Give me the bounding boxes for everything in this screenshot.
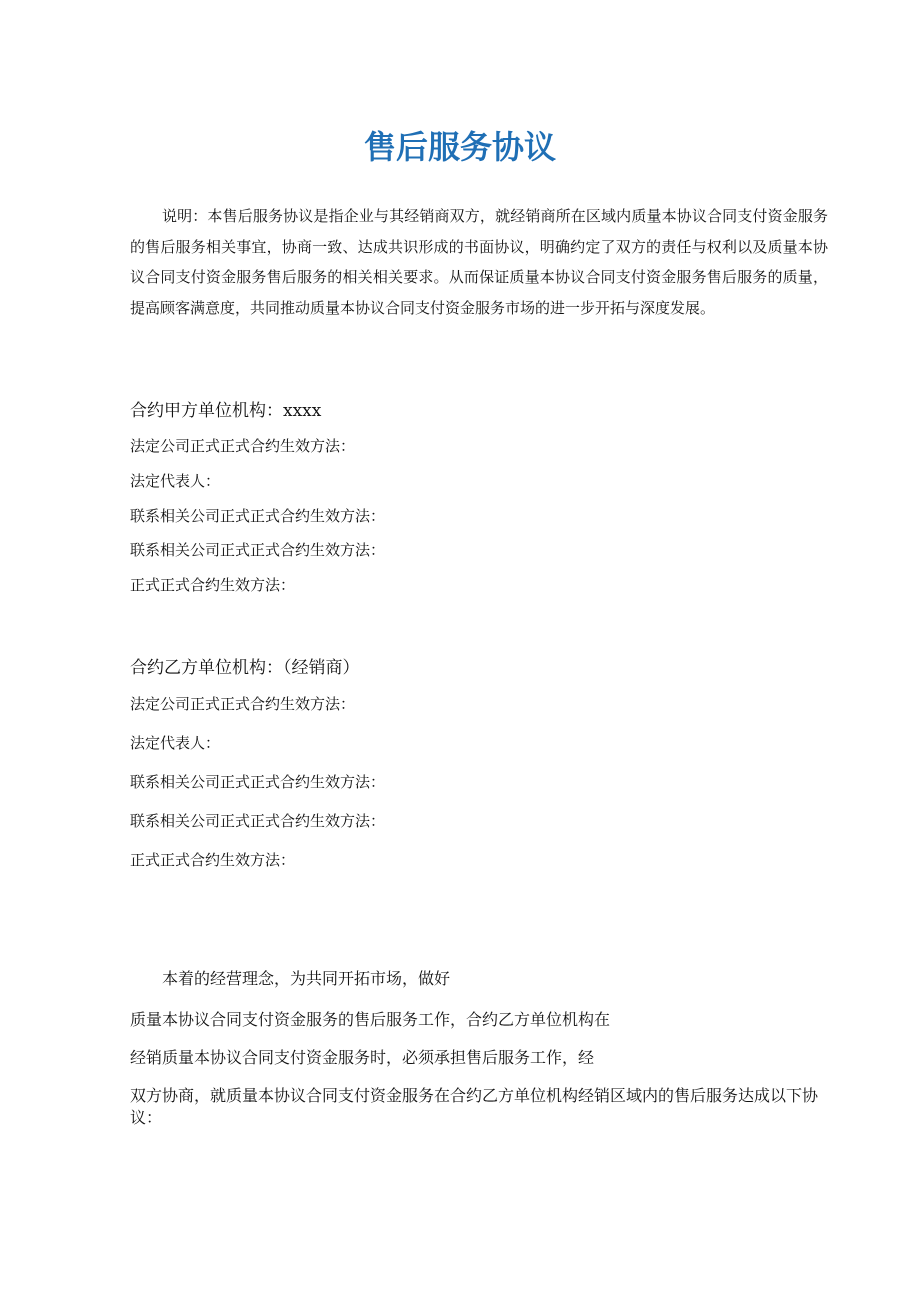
- body-line-2: 质量本协议合同支付资金服务的售后服务工作，合约乙方单位机构在: [130, 1010, 611, 1029]
- party-a-field-address: 法定公司正式正式合约生效方法：: [130, 437, 356, 455]
- party-b-field-contact-1: 联系相关公司正式正式合约生效方法：: [130, 773, 386, 791]
- party-a-heading: 合约甲方单位机构：xxxx: [130, 401, 322, 421]
- intro-paragraph: 说明：本售后服务协议是指企业与其经销商双方，就经销商所在区域内质量本协议合同支付资金服务的售后服务相关事宜，协商一致、达成共识形成的书面协议，明确约定了双方的责任与权利以及质量本协议合同支付资金服务售后服务的相关相关要求。从而保证质量本协议合同支付资金服务售后服务的质量，提高顾客满意度，共同推动质量本协议合同支付资金服务市场的进一步开拓与深度发展。: [130, 207, 828, 317]
- party-a-field-contact-1: 联系相关公司正式正式合约生效方法：: [130, 507, 386, 525]
- party-b-field-contact-2: 联系相关公司正式正式合约生效方法：: [130, 812, 386, 830]
- party-a-field-representative: 法定代表人：: [130, 472, 221, 490]
- document-title: 售后服务协议: [363, 128, 556, 166]
- body-line-1: 本着的经营理念，为共同开拓市场，做好: [162, 969, 451, 988]
- party-a-field-contact-2: 联系相关公司正式正式合约生效方法：: [130, 541, 386, 559]
- party-b-field-method: 正式正式合约生效方法：: [130, 851, 296, 869]
- party-b-field-representative: 法定代表人：: [130, 734, 221, 752]
- party-b-heading: 合约乙方单位机构：（经销商）: [130, 658, 360, 678]
- party-b-field-address: 法定公司正式正式合约生效方法：: [130, 695, 356, 713]
- body-line-4: 双方协商，就质量本协议合同支付资金服务在合约乙方单位机构经销区域内的售后服务达成以下协议：: [130, 1086, 819, 1127]
- party-a-field-method: 正式正式合约生效方法：: [130, 576, 296, 594]
- body-line-3: 经销质量本协议合同支付资金服务时，必须承担售后服务工作，经: [130, 1048, 595, 1067]
